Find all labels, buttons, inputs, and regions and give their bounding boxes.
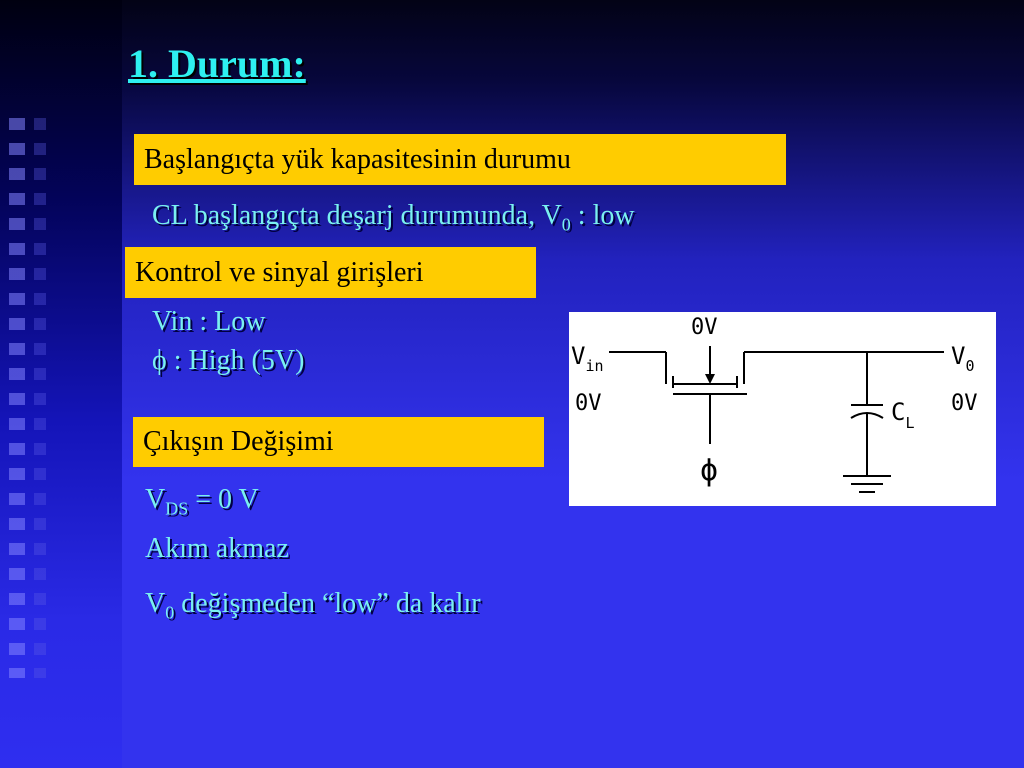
capacitor-subscript: L xyxy=(905,414,915,432)
arrow-head xyxy=(705,374,715,384)
vds-subscript: DS xyxy=(165,498,189,519)
section-heading-initial-state: Başlangıçta yük kapasitesinin durumu xyxy=(134,134,786,185)
output-unchanged-line xyxy=(145,588,481,624)
vds-line xyxy=(145,484,259,520)
initial-state-suffix: : low xyxy=(570,200,635,231)
circuit-svg xyxy=(569,312,996,506)
section-heading-output-change: Çıkışın Değişimi xyxy=(133,417,544,467)
output-main: V xyxy=(145,588,166,619)
initial-state-line xyxy=(152,200,635,236)
gate-voltage-label: 0V xyxy=(691,315,718,340)
output-suffix: değişmeden “low” da kalır xyxy=(174,588,481,619)
vout-main: V xyxy=(951,342,966,370)
vds-main: V xyxy=(145,484,166,515)
vout-subscript: 0 xyxy=(965,357,975,375)
section-heading-control-inputs: Kontrol ve sinyal girişleri xyxy=(125,247,536,298)
initial-state-text: CL başlangıçta deşarj durumunda, V xyxy=(152,200,562,231)
vin-main: V xyxy=(571,342,586,370)
capacitor-label xyxy=(891,398,914,432)
capacitor-main: C xyxy=(891,398,906,426)
vin-label xyxy=(571,342,604,375)
left-decorative-strip xyxy=(0,0,122,768)
vin-line: Vin : Low xyxy=(152,306,266,337)
initial-state-subscript: 0 xyxy=(561,214,571,235)
phi-label: ϕ xyxy=(700,453,719,488)
no-current-line: Akım akmaz xyxy=(145,533,289,564)
circuit-diagram xyxy=(569,312,996,506)
decorative-squares-faint xyxy=(34,118,46,678)
output-subscript: 0 xyxy=(165,602,175,623)
vout-label xyxy=(951,342,974,375)
vds-suffix: = 0 V xyxy=(188,484,259,515)
decorative-squares xyxy=(9,118,25,678)
vout-value-label: 0V xyxy=(951,391,978,416)
slide-title: 1. Durum: xyxy=(128,41,306,86)
vin-value-label: 0V xyxy=(575,391,602,416)
phi-line: ϕ : High (5V) xyxy=(152,345,305,376)
vin-subscript: in xyxy=(585,357,604,375)
